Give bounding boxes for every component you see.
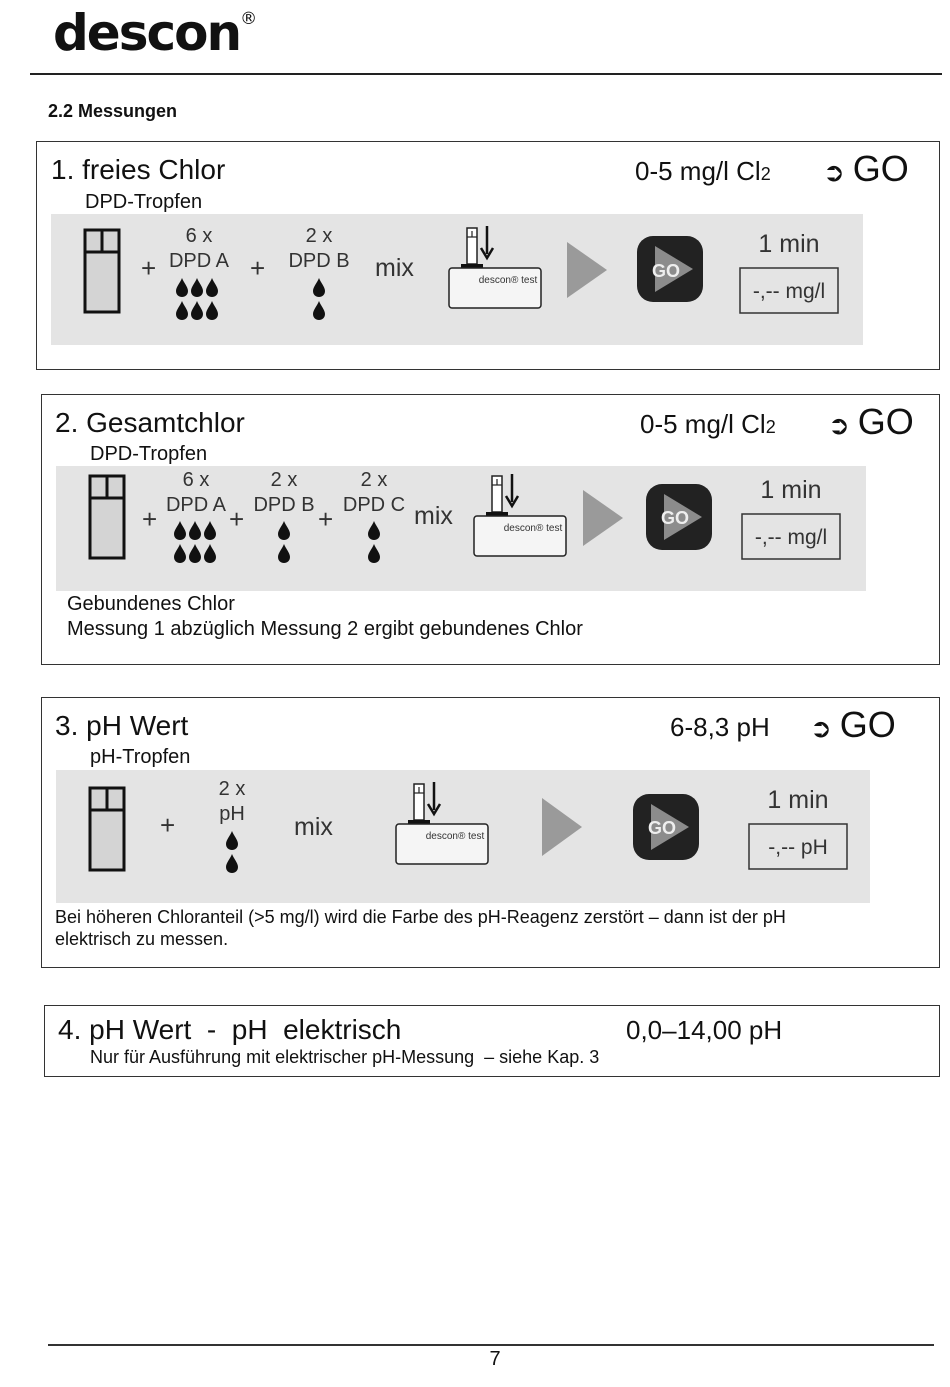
device-label: descon® test	[425, 831, 485, 842]
time-label: 1 min	[767, 786, 829, 814]
photometer-device-icon	[474, 474, 566, 556]
reagent-a-count: 6 x	[182, 469, 210, 491]
descon-logo	[53, 4, 257, 62]
drop-icon	[206, 301, 218, 320]
drop-icon	[191, 278, 203, 297]
measurement-3-diagram	[56, 770, 870, 903]
measurement-2-note	[67, 592, 583, 642]
reagent-c-count: 2 x	[360, 469, 388, 491]
footer-rule	[48, 1344, 934, 1346]
note-title: Gebundenes Chlor	[67, 593, 235, 615]
drop-icon	[204, 544, 216, 563]
range-subscript: 2	[760, 164, 771, 184]
reagent-b-count: 2 x	[305, 225, 333, 247]
reagent-a-name: DPD A	[165, 494, 227, 516]
measurement-4-range: 0,0–14,00 pH	[626, 1015, 783, 1045]
drop-icon	[313, 301, 325, 320]
test-tube-icon	[90, 476, 124, 558]
test-tube-icon	[85, 230, 119, 312]
plus-icon: +	[229, 504, 245, 534]
measurement-2-title: 2. Gesamtchlor	[55, 407, 245, 438]
go-label: GO	[857, 401, 914, 442]
drop-icon	[368, 544, 380, 563]
drop-icon	[174, 521, 186, 540]
drop-icon	[206, 278, 218, 297]
note-text: Messung 1 abzüglich Messung 2 ergibt gebundenes Chlor	[67, 618, 583, 640]
display-value: -,-- mg/l	[754, 526, 828, 549]
play-arrow-icon	[583, 490, 623, 546]
measurement-1-procedure-graphic	[51, 214, 863, 345]
device-label: descon® test	[478, 275, 538, 286]
mix-label: mix	[414, 502, 453, 530]
note-line-1: Bei höheren Chloranteil (>5 mg/l) wird die Farbe des pH-Reagenz zerstört – dann ist der pH	[55, 907, 786, 927]
drop-icon	[368, 521, 380, 540]
reagent-count: 2 x	[218, 778, 246, 800]
reagent-c-name: DPD C	[342, 494, 406, 516]
drop-icon	[189, 544, 201, 563]
measurement-1-drops-label: DPD-Tropfen	[85, 191, 203, 213]
arrow-right-icon: ➲	[823, 158, 845, 188]
mix-label: mix	[375, 254, 414, 282]
plus-icon: +	[250, 253, 266, 283]
range-main: 0-5 mg/l Cl	[640, 409, 766, 439]
drop-icon	[278, 544, 290, 563]
reagent-name: pH	[219, 803, 245, 825]
play-arrow-icon	[542, 798, 582, 856]
go-label: GO	[839, 704, 896, 745]
display-value: -,-- pH	[768, 836, 828, 859]
range-subscript: 2	[765, 417, 776, 437]
measurement-2-panel	[41, 394, 940, 665]
measurement-1-range	[635, 156, 771, 187]
drop-icon	[176, 278, 188, 297]
time-label: 1 min	[758, 230, 820, 258]
measurement-3-drops-label: pH-Tropfen	[90, 746, 191, 768]
plus-icon: +	[141, 253, 157, 283]
arrow-right-icon: ➲	[810, 714, 832, 744]
photometer-device-icon	[449, 226, 541, 308]
go-icon-label: GO	[647, 818, 677, 838]
drop-icon	[278, 521, 290, 540]
drop-icon	[226, 854, 238, 873]
reagent-a-name: DPD A	[168, 250, 230, 272]
arrow-right-icon: ➲	[828, 411, 850, 441]
drop-icon	[189, 521, 201, 540]
drop-icon	[174, 544, 186, 563]
photometer-device-icon	[396, 782, 488, 864]
section-heading: 2.2 Messungen	[48, 101, 178, 121]
registered-mark: ®	[240, 9, 258, 29]
plus-icon: +	[318, 504, 334, 534]
logo-text: descon	[53, 4, 241, 62]
go-label: GO	[852, 148, 909, 189]
note-line-2: elektrisch zu messen.	[55, 929, 229, 949]
time-label: 1 min	[760, 476, 822, 504]
reagent-b-name: DPD B	[288, 250, 350, 272]
drop-icon	[313, 278, 325, 297]
page-number: 7	[489, 1348, 501, 1370]
reagent-b-count: 2 x	[270, 469, 298, 491]
drop-icon	[191, 301, 203, 320]
measurement-4-panel	[44, 1005, 940, 1077]
measurement-2-range	[640, 409, 776, 440]
drop-icon	[226, 831, 238, 850]
measurement-3-title: 3. pH Wert	[55, 710, 189, 741]
measurement-1-title: 1. freies Chlor	[51, 154, 226, 185]
measurement-4-title: 4. pH Wert - pH elektrisch	[58, 1014, 402, 1045]
go-icon-label: GO	[660, 508, 690, 528]
plus-icon: +	[160, 810, 176, 840]
measurement-3-range: 6-8,3 pH	[670, 712, 770, 742]
mix-label: mix	[294, 813, 333, 841]
measurement-1-panel	[36, 141, 940, 370]
reagent-a-count: 6 x	[185, 225, 213, 247]
test-tube-icon	[90, 788, 124, 870]
measurement-1-diagram	[51, 214, 863, 345]
measurement-3-note	[55, 906, 786, 950]
reagent-b-name: DPD B	[253, 494, 315, 516]
play-arrow-icon	[567, 242, 607, 298]
plus-icon: +	[142, 504, 158, 534]
header-rule	[30, 73, 942, 75]
go-icon-label: GO	[651, 261, 681, 281]
measurement-2-diagram	[56, 466, 866, 591]
measurement-3-go	[810, 704, 896, 746]
display-value: -,-- mg/l	[752, 280, 826, 303]
measurement-2-procedure-graphic	[56, 466, 866, 591]
measurement-1-go	[823, 148, 909, 190]
device-label: descon® test	[503, 523, 563, 534]
measurement-2-go	[828, 401, 914, 443]
drop-icon	[204, 521, 216, 540]
drop-icon	[176, 301, 188, 320]
range-main: 0-5 mg/l Cl	[635, 156, 761, 186]
measurement-3-panel	[41, 697, 940, 968]
measurement-4-note: Nur für Ausführung mit elektrischer pH-Messung – siehe Kap. 3	[90, 1047, 600, 1067]
measurement-3-procedure-graphic	[56, 770, 870, 903]
measurement-2-drops-label: DPD-Tropfen	[90, 443, 208, 465]
